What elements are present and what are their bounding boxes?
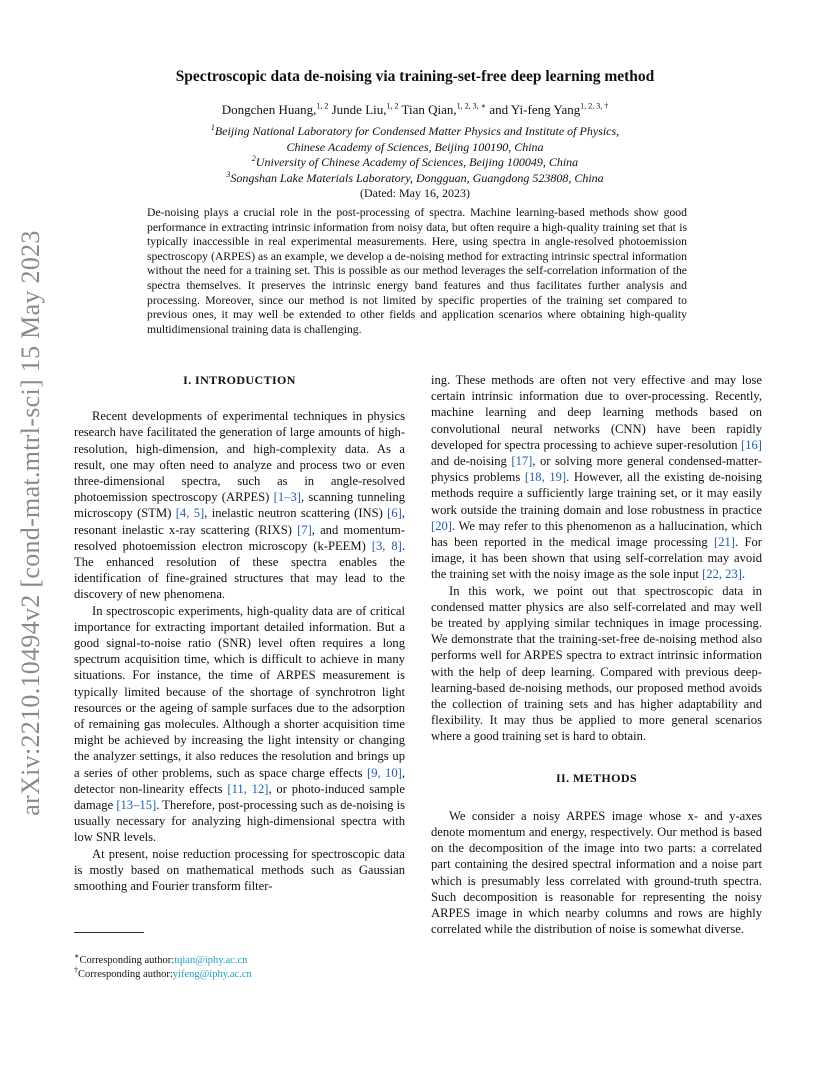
footnotes	[74, 951, 252, 982]
citation-link[interactable]: [9, 10]	[367, 765, 402, 780]
citation-link[interactable]: [1–3]	[273, 490, 301, 505]
paragraph-text: .	[741, 567, 746, 582]
citation-link[interactable]: [18, 19]	[524, 470, 567, 485]
paragraph	[431, 372, 762, 583]
citation-link[interactable]: [22, 23]	[702, 567, 742, 582]
affiliation: $^2$University of Chinese Academy of Sciences, Beijing 100049, China	[251, 154, 579, 169]
paragraph	[431, 583, 762, 745]
footnote: ∗Corresponding author:tqian@iphy.ac.cn	[74, 951, 248, 966]
citation-link[interactable]: [3, 8]	[371, 538, 402, 553]
author: and Yi-feng Yang$^{1, 2, 3, \dagger}$	[489, 101, 609, 117]
email-link[interactable]: tqian@iphy.ac.cn	[174, 955, 248, 966]
paragraph-text: ing. These methods are often not very effective and may lose certain intrinsic information due to over-processing. Recently, machine learning and deep learning methods based on convolutional neural networks (CNN) have been rapidly developed for spectra processing to achieve super-resolution	[431, 373, 762, 452]
paragraph	[74, 603, 405, 846]
citation-link[interactable]: [13–15]	[116, 798, 157, 813]
author: Junde Liu,$^{1, 2}$	[331, 101, 399, 117]
citation-link[interactable]: [11, 12]	[227, 781, 269, 796]
abstract: De-noising plays a crucial role in the post-processing of spectra. Machine learning-based methods show good performance in extracting intrinsic information from noisy data, but often require a high-quality training set that is typically inaccessible in real experimental measurements. Here, using spectra in angle-resolved photoemission spectroscopy (ARPES) as an example, we develop a de-noising method for extracting intrinsic spectral information without the need for a training set. This is possible as our method leverages the self-correlation information of the spectra themselves. It preserves the intrinsic energy band features and thus facilitates further analysis and processing. Moreover, since our method is not limited by specific properties of the training set compared to previous ones, it may well be extended to other fields and application scenarios where obtaining high-quality multidimensional training data is challenging.	[147, 206, 687, 336]
paragraph-text: , inelastic neutron scattering (INS)	[204, 506, 388, 521]
paragraph	[74, 846, 405, 895]
section-heading-methods: II. METHODS	[555, 770, 638, 785]
paragraph-text: . For image, it has been shown that using self-correlation may avoid the training set with the noisy image as the sole input	[431, 535, 762, 582]
affiliation: $^3$Songshan Lake Materials Laboratory, Dongguan, Guangdong 523808, China	[226, 169, 604, 185]
paragraph-text: , or photo-induced sample damage	[74, 781, 405, 813]
paragraph-text: , scanning tunneling microscopy (STM)	[74, 490, 405, 521]
citation-link[interactable]: [7]	[297, 522, 312, 537]
footnote: †Corresponding author:yifeng@iphy.ac.cn	[74, 965, 252, 980]
paragraph-text: In this work, we point out that spectroscopic data in condensed matter physics are also self-correlated and may well be treated by applying similar techniques in image processing. We demonstrate that the training-set-free de-noising method also performs well for ARPES spectra to extract intrinsic information with the help of deep learning. Compared with previous deep-learning-based de-noising methods, our proposed method avoids the collection of training sets and has higher adaptability and flexibility. It may thus be applied to more general scenarios where a good training set is hard to obtain.	[431, 583, 762, 744]
author: Tian Qian,$^{1, 2, 3, ∗}$	[401, 101, 487, 117]
citation-link[interactable]: [16]	[741, 437, 762, 452]
paragraph-text: . Therefore, post-processing such as de-noising is usually necessary for analyzing high-dimensional spectra with low SNR levels.	[74, 798, 405, 845]
paragraph-text: Recent developments of experimental techniques in physics research have facilitated the generation of large amounts of high-resolution, high-dimension, and high-complexity data. As a result, one may often need to analyze and process two or even three-dimensional spectra, such as in angle-resolved photoemission spectroscopy (ARPES)	[74, 409, 405, 505]
affiliation: Chinese Academy of Sciences, Beijing 100190, China	[286, 139, 544, 154]
citation-link[interactable]: [17]	[511, 454, 533, 469]
paragraph-text: At present, noise reduction processing for spectroscopic data is mostly based on mathematical methods such as Gaussian smoothing and Fourier transform filter-	[74, 846, 405, 894]
paper-title: Spectroscopic data de-noising via training-set-free deep learning method	[175, 68, 655, 85]
affiliation: $^1$Beijing National Laboratory for Condensed Matter Physics and Institute of Physics,	[210, 123, 620, 138]
citation-link[interactable]: [6]	[387, 506, 402, 521]
paragraph-text: , or solving more general condensed-matter-physics problems	[431, 454, 763, 485]
paragraph-text: . However, all the existing de-noising methods require a sufficiently large training set, or it may easily work outside the training domain and lose robustness in practice	[431, 470, 762, 517]
paragraph: We consider a noisy ARPES image whose x- and y-axes denote momentum and energy, respectively. Our method is based on the decomposition of the image into two parts: a correlated part containing the desired spectral information and a noise part which is presumably less correlated with ground-truth spectra. Such decomposition is reasonable for representing the noisy ARPES image in which nearby columns and rows are highly correlated while the distribution of noise is somewhat diverse.	[431, 808, 762, 937]
left-column	[74, 372, 405, 894]
paragraph-text: , resonant inelastic x-ray scattering (RIXS)	[74, 506, 405, 537]
author: Dongchen Huang,$^{1, 2}$	[221, 101, 329, 117]
paragraph-text: , and momentum-resolved photoemission electron microscopy (k-PEEM)	[74, 522, 405, 553]
footnote-rule	[74, 932, 144, 933]
paragraph-text: , detector non-linearity effects	[74, 765, 405, 796]
paragraph	[74, 408, 405, 602]
paragraph-text: . The enhanced resolution of these spectra enables the identification of fine-grained structures that may lead to the discovery of new phenomena.	[74, 538, 406, 602]
citation-link[interactable]: [20]	[431, 518, 452, 533]
paragraph-text: In spectroscopic experiments, high-quality data are of critical importance for extracting important detailed information. But a good signal-to-noise ratio (SNR) level often requires a long spectrum acquisition time, which is difficult to achieve in many situations. For instance, the time of ARPES measurement is typically limited because of the shortage of synchrotron light resources or the ageing of sample surfaces due to the adsorption of remaining gas molecules. Although a shorter acquisition time might be achieved by increasing the light intensity or changing the analyzer settings, it also reduces the resolution and brings up a series of other problems, such as space charge effects	[74, 603, 405, 780]
arxiv-stamp: arXiv:2210.10494v2 [cond-mat.mtrl-sci] 15 May 2023	[16, 229, 45, 816]
right-column	[431, 372, 762, 938]
author-list	[90, 102, 740, 118]
paragraph-text: . We may refer to this phenomenon as a hallucination, which has been reported in the medical image processing	[431, 518, 762, 550]
citation-link[interactable]: [21]	[714, 535, 735, 550]
section-heading-introduction: I. INTRODUCTION	[183, 373, 296, 387]
email-link[interactable]: yifeng@iphy.ac.cn	[172, 969, 252, 980]
date-line: (Dated: May 16, 2023)	[360, 186, 470, 200]
paragraph-text: and de-noising	[431, 454, 512, 469]
affiliations	[90, 124, 740, 202]
citation-link[interactable]: [4, 5]	[175, 506, 205, 521]
